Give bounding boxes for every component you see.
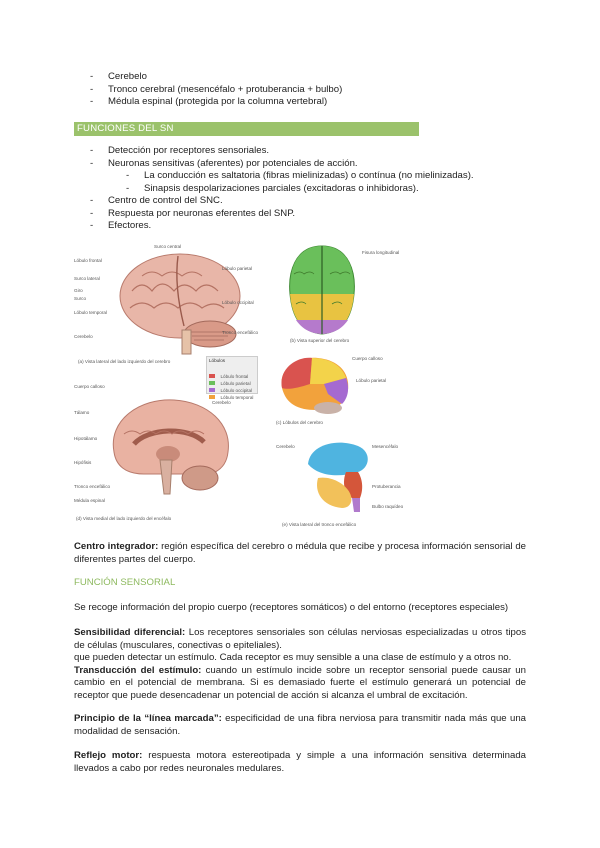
section-heading-bar	[74, 122, 419, 136]
differential-term: Sensibilidad diferencial:	[74, 627, 186, 638]
legend-title: Lóbulos	[209, 358, 226, 363]
transduction-definition: cuando un estímulo incide sobre un receptor sensorial puede causar un cambio en el potencial de membrana. Si es demasiado fuerte el estímulo generará un potencial de receptor que puede desencadenar un potencial de acción si alcanza el umbral de excitación.	[74, 664, 526, 701]
list-item-text: Cerebelo	[108, 71, 147, 82]
label-parietal-lobe: Lóbulo parietal	[222, 266, 253, 271]
label-central-sulcus: Surco central	[154, 244, 182, 249]
label-longitudinal-fissure: Fisura longitudinal	[362, 250, 400, 255]
integrator-definition: región específica del cerebro o médula que recibe y procesa información sensorial de diferentes partes del cuerpo.	[74, 541, 526, 565]
reflex-definition: respuesta motora estereotipada y simple a una información sensitiva determinada llevados a cabo por redes neuronales medulares.	[74, 750, 526, 774]
label-lateral-sulcus: Surco lateral	[74, 276, 100, 281]
list-item: - Neuronas sensitivas (aferentes) por potenciales de acción.	[90, 157, 358, 169]
label-occipital-lobe: Lóbulo occipital	[222, 300, 254, 305]
functions-list	[90, 145, 474, 233]
integrator-term: Centro integrador:	[74, 541, 159, 552]
top-list	[90, 71, 343, 109]
labeled-line-term: Principio de la “línea marcada”:	[74, 713, 222, 724]
list-item-text: La conducción es saltatoria (fibras mielinizadas) o contínua (no mielinizadas).	[144, 170, 474, 181]
label-pons: Protuberancia	[372, 484, 401, 489]
list-item-text: Médula espinal (protegida por la columna vertebral)	[108, 96, 328, 107]
label-pituitary: Hipófisis	[74, 460, 92, 465]
label-corpus-callosum: Cuerpo calloso	[74, 384, 105, 389]
transduction-term: Transducción del estímulo:	[74, 664, 202, 676]
label-temporal-lobe: Lóbulo temporal	[74, 310, 107, 315]
labeled-line-definition: especificidad de una fibra nerviosa para transmitir nada más que una modalidad de sensación.	[74, 713, 526, 737]
list-item: - Médula espinal (protegida por la columna vertebral)	[90, 96, 328, 107]
label-cerebellum: Cerebelo	[74, 334, 93, 339]
list-item: - Detección por receptores sensoriales.	[90, 145, 270, 156]
section-heading: FUNCIONES DEL SN	[77, 123, 174, 134]
label-midbrain: Mesencéfalo	[372, 444, 399, 449]
brain-superior-illustration	[286, 244, 358, 336]
labeled-line-paragraph	[74, 713, 526, 738]
reflex-term: Reflejo motor:	[74, 750, 143, 761]
brain-figure	[72, 238, 422, 538]
list-item: - Tronco cerebral (mesencéfalo + protuberancia + bulbo)	[90, 83, 343, 95]
list-item-text: Efectores.	[108, 220, 152, 231]
list-item: - Cerebelo	[90, 71, 147, 82]
caption-a: (a) Vista lateral del lado izquierdo del cerebro	[78, 359, 171, 364]
label-medulla: Bulbo raquídeo	[372, 504, 404, 509]
differential-continuation: que pueden detectar un estímulo. Cada receptor es muy sensible a una clase de estímulo y a otros no.	[74, 652, 512, 663]
sensory-heading: FUNCIÓN SENSORIAL	[74, 577, 176, 588]
label-e-cerebellum: Cerebelo	[276, 444, 295, 449]
list-item: - Sinapsis despolarizaciones parciales (excitadoras o inhibidoras).	[126, 182, 419, 194]
label-c-2: Lóbulo parietal	[356, 378, 387, 383]
label-brainstem-d: Tronco encefálico	[74, 484, 111, 489]
caption-b: (b) Vista superior del cerebro	[290, 338, 350, 343]
list-item-text: Tronco cerebral (mesencéfalo + protuberancia + bulbo)	[108, 83, 343, 95]
legend-label: Lóbulo occipital	[220, 388, 253, 393]
label-sulcus: Surco	[74, 296, 87, 301]
reflex-paragraph	[74, 750, 526, 775]
sensory-intro: Se recoge información del propio cuerpo (receptores somáticos) o del entorno (receptores especiales)	[74, 602, 509, 613]
list-item: - Centro de control del SNC.	[90, 195, 223, 206]
label-brainstem: Tronco encefálico	[222, 330, 259, 335]
list-item-text: Respuesta por neuronas eferentes del SNP.	[108, 207, 296, 219]
list-item-text: Detección por receptores sensoriales.	[108, 145, 270, 156]
differential-definition: Los receptores sensoriales son células nerviosas especializadas u otros tipos de células (musculares, conectivas o epiteliales).	[74, 627, 526, 651]
list-item-text: Sinapsis despolarizaciones parciales (excitadoras o inhibidoras).	[144, 182, 419, 194]
label-hypothalamus: Hipotálamo	[74, 436, 98, 441]
label-thalamus: Tálamo	[74, 410, 90, 415]
list-item: - Efectores.	[90, 220, 152, 231]
label-cerebellum-d: Cerebelo	[212, 400, 231, 405]
legend-label: Lóbulo frontal	[220, 374, 249, 379]
brain-medial-illustration	[104, 394, 234, 504]
label-frontal-lobe: Lóbulo frontal	[74, 258, 102, 263]
differential-paragraph	[74, 627, 526, 702]
caption-e: (e) Vista lateral del tronco encefálico	[282, 522, 357, 527]
list-item: - Respuesta por neuronas eferentes del SNP.	[90, 207, 296, 219]
lobes-legend	[206, 356, 258, 400]
label-spinal-cord: Médula espinal	[74, 498, 105, 503]
list-item-text: Centro de control del SNC.	[108, 195, 223, 206]
brain-lobes-illustration	[272, 354, 352, 416]
integrator-paragraph	[74, 541, 526, 566]
list-item-text: Neuronas sensitivas (aferentes) por potenciales de acción.	[108, 157, 358, 169]
caption-c: (c) Lóbulos del cerebro	[276, 420, 323, 425]
list-item: - La conducción es saltatoria (fibras mielinizadas) o contínua (no mielinizadas).	[126, 170, 474, 181]
legend-label: Lóbulo parietal	[220, 381, 251, 386]
legend-label: Lóbulo temporal	[220, 395, 254, 400]
label-gyrus: Giro	[74, 288, 83, 293]
label-c-1: Cuerpo calloso	[352, 356, 383, 361]
caption-d: (d) Vista medial del lado izquierdo del encéfalo	[76, 516, 172, 521]
